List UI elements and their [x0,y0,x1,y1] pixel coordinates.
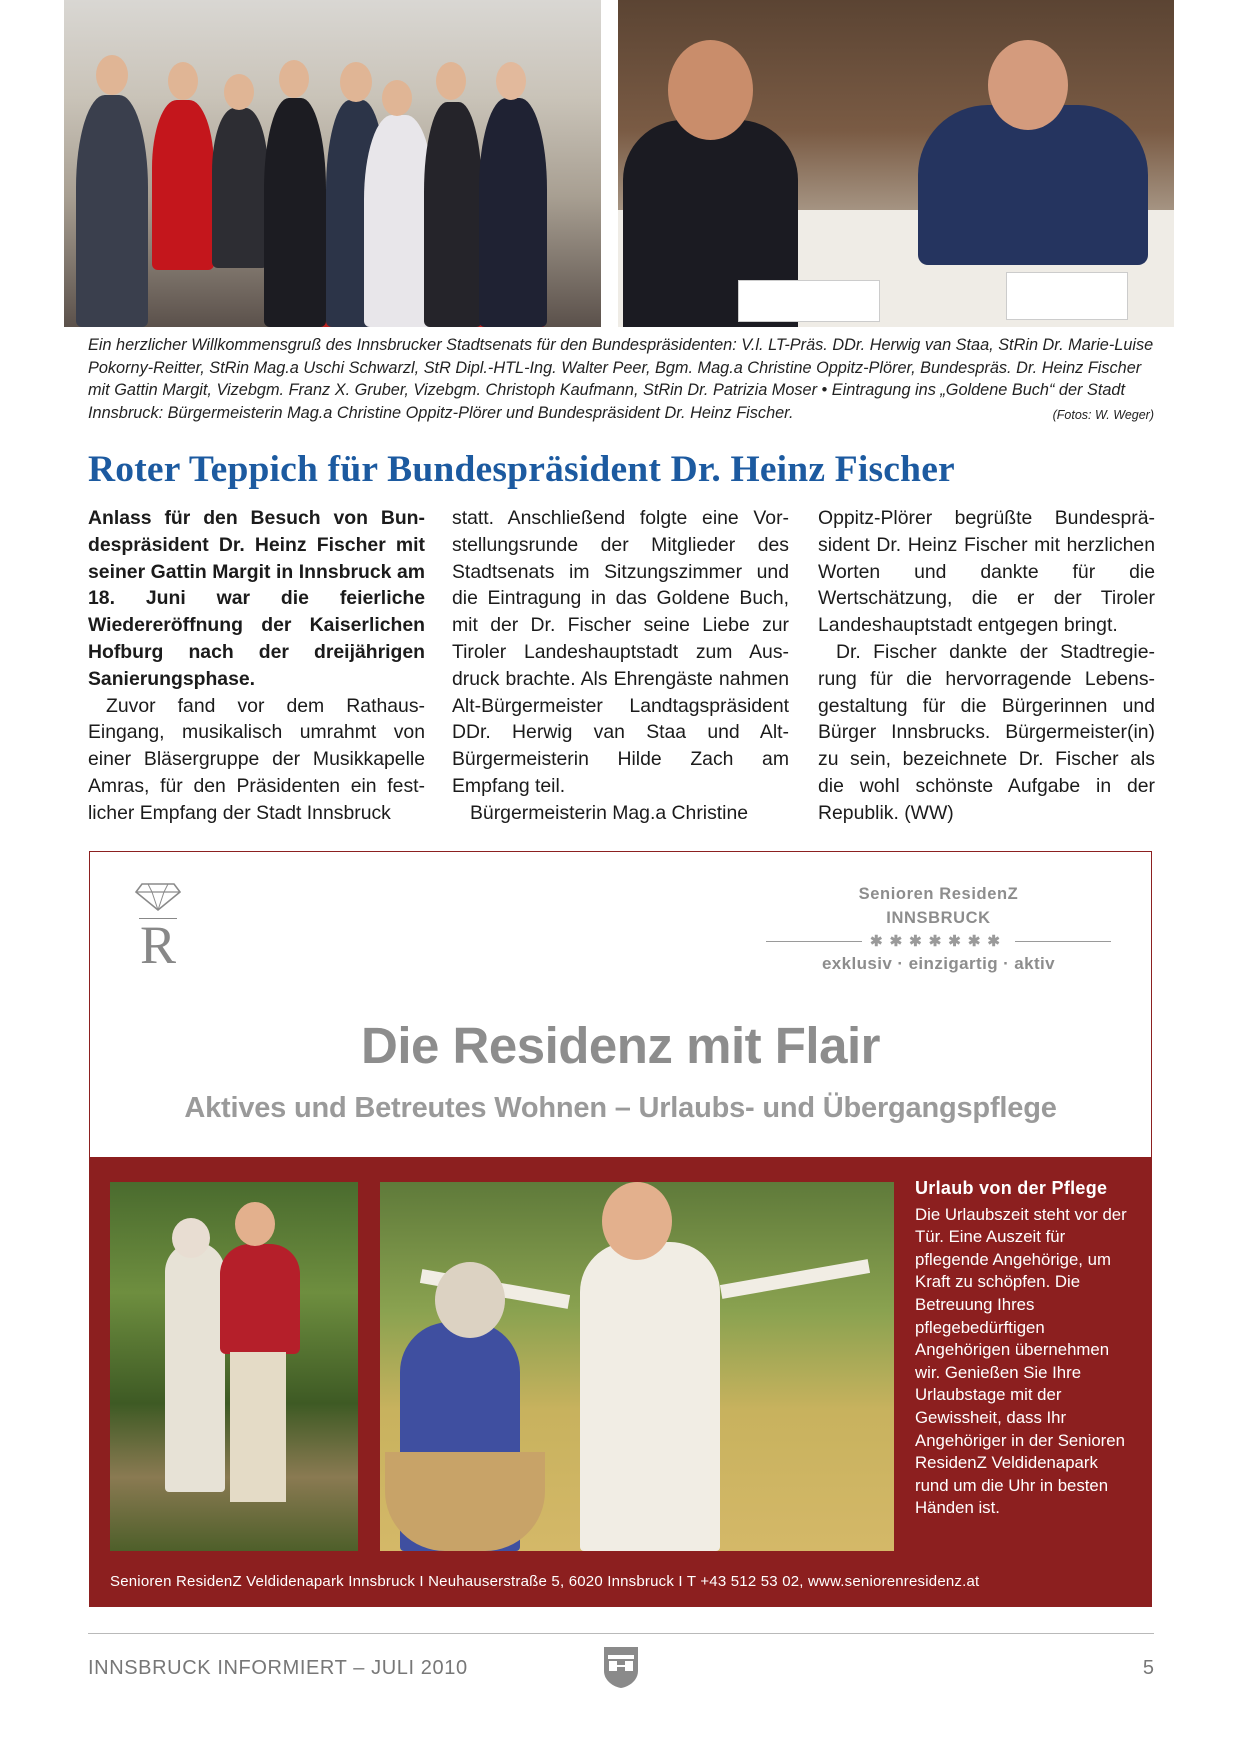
article-paragraph: Zuvor fand vor dem RathausEingang, musikalisch umrahmt von einer Bläsergruppe der Musikkapelle Amras, für den Präsidenten ein festlicher Empfang der Stadt Innsbruck [88,694,425,824]
page-number: 5 [1142,1657,1154,1679]
photo-couple-walking [110,1182,358,1551]
publication-name: INNSBRUCK INFORMIERT – JULI 2010 [88,1657,468,1679]
care-info-box [915,1177,1135,1520]
article-column-1 [88,505,425,827]
brand-name: Senioren ResidenZ [858,885,1019,903]
article-column-3 [818,505,1155,827]
photo-golden-book-signing [618,0,1174,327]
ad-title: Die Residenz mit Flair [361,1017,880,1074]
article-headline: Roter Teppich für Bundespräsident Dr. Heinz Fischer [88,449,955,490]
city-crest-icon [602,1645,640,1689]
article-lead: Anlass für den Besuch von Bundespräsident Dr. Heinz Fischer mit seiner Gattin Margit in Innsbruck am 18. Juni war die feierliche Wiedereröffnung der Kaiserlichen Hofburg nach der dreijährigen Sanierungsphase. [88,507,425,690]
care-info-title: Urlaub von der Pflege [915,1178,1108,1198]
article-column-2 [452,505,789,827]
residence-brand [766,882,1111,974]
care-info-text: Die Urlaubszeit steht vor der Tür. Eine Auszeit für pflegende Angehörige, um Kraft zu schöpfen. Die Betreuung Ihres pflegebedürftigen Angehörigen übernehmen wir. Genießen Sie Ihre Urlaubstage mit der Gewissheit, dass Ihr Angehöriger in der Senioren ResidenZ Veldidenapark rund um die Uhr in besten Händen ist. [915,1204,1127,1518]
article-paragraph: Bürgermeisterin Mag.a Christine [470,801,749,824]
brand-tagline: exklusiv · einzigartig · aktiv [821,954,1056,973]
photo-welcome-group [64,0,601,327]
ad-red-band [90,1157,1151,1606]
brand-city: INNSBRUCK [886,909,991,927]
ad-contact-line: Senioren ResidenZ Veldidenapark Innsbruck I Neuhauserstraße 5, 6020 Innsbruck I T +43 512 53 02, www.seniorenresidenz.at [110,1573,980,1590]
article-paragraph-continued: Oppitz-Plörer begrüßte Bundespräsident Dr. Heinz Fischer mit herzlichen Worten und dankte für die Wertschätzung, die er der Tiroler Landeshauptstadt entgegen bringt. [818,507,1155,637]
article-paragraph: Dr. Fischer dankte der Stadtregierung für die hervorragende Lebensgestaltung für die Bürgerinnen und Bürger Innsbrucks. Bürgermeister(in) zu sein, bezeichnete Dr. Fischer als die wohl schönste Aufgabe in der Republik. (WW) [818,640,1155,824]
photo-credit: (Fotos: W. Weger) [1052,407,1154,422]
ad-subtitle: Aktives und Betreutes Wohnen – Urlaubs- und Übergangspflege [184,1092,1057,1124]
residence-logo [128,882,188,975]
residence-advertisement [89,851,1152,1607]
article-paragraph-continued: statt. Anschließend folgte eine Vorstellungsrunde der Mitglieder des Stadtsenats im Sitzungszimmer und die Eintragung in das Goldene Buch, mit der Dr. Fischer seine Liebe zur Tiroler Landeshauptstadt zum Ausdruck brachte. Als Ehrengäste nahmen Alt-Bürgermeister Landtagspräsident DDr. Herwig van Staa und Alt-Bürgermeisterin Hilde Zach am Empfang teil. [452,507,789,797]
caption-text: Ein herzlicher Willkommensgruß des Innsbrucker Stadtsenats für den Bundespräsidenten: V.l. LT-Präs. DDr. Herwig van Staa, StRin Dr. Marie-Luise Pokorny-Reitter, StRin Mag.a Uschi Schwarzl, StR Dipl.-HTL-Ing. Walter Peer, Bgm. Mag.a Christine Oppitz-Plörer, Bundespräs. Dr. Heinz Fischer mit Gattin Margit, Vizebgm. Franz X. Gruber, Vizebgm. Christoph Kaufmann, StRin Dr. Patrizia Moser • Eintragung ins „Goldene Buch“ der Stadt Innsbruck: Bürgermeisterin Mag.a Christine Oppitz-Plörer und Bundespräsident Dr. Heinz Fischer. [88,336,1154,422]
brand-stars [766,932,1111,950]
star-icons: ✱✱✱✱✱✱✱ [870,933,1007,950]
footer-divider [88,1633,1154,1634]
photo-caption [88,334,1154,426]
photo-couple-meeting [380,1182,894,1551]
diamond-icon [134,882,182,912]
logo-letter: R [139,915,177,975]
